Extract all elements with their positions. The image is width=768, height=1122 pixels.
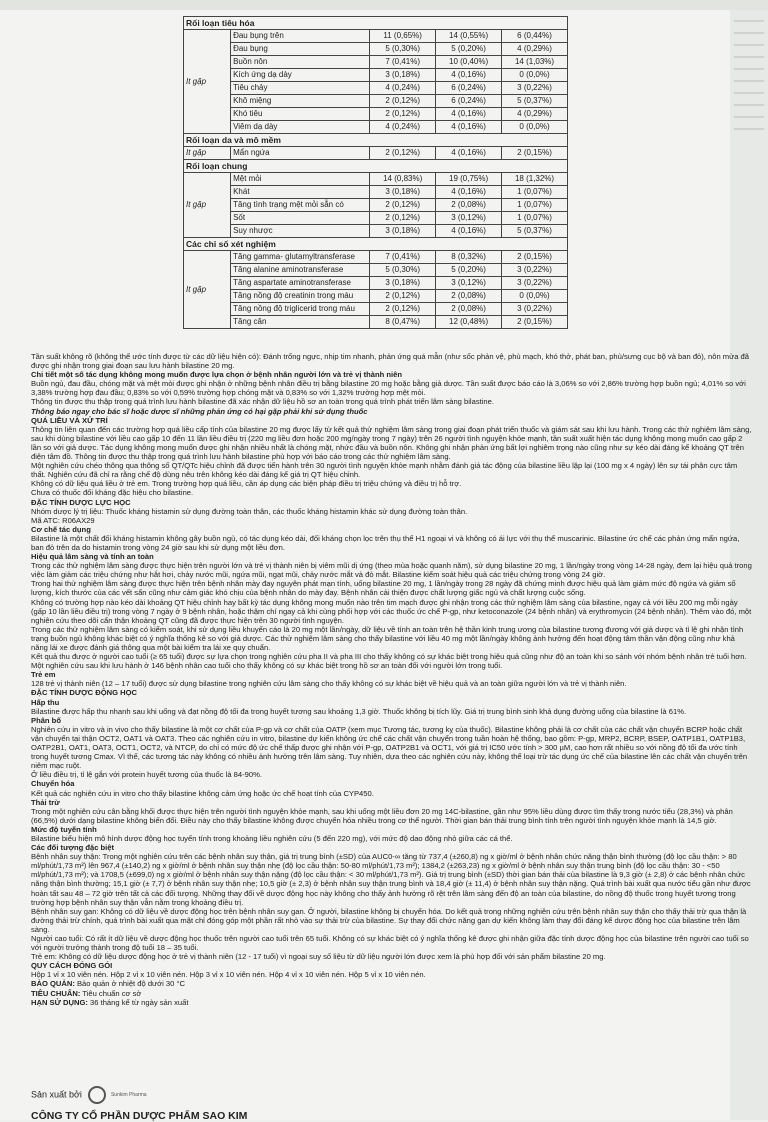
paragraph: Không có dữ liệu quá liều ở trẻ em. Trong trường hợp quá liều, cần áp dụng các biện pháp điều trị triệu chứng và điều trị hỗ trợ.	[31, 479, 462, 489]
paragraph: Không có trường hợp nào kéo dài khoảng QT hiệu chỉnh hay bất kỳ tác dụng không mong muốn nào trên tim mạch được ghi nhận trong các thử nghiệm lâm sàng của bilastine, ngay cả với liều 200 mg mỗi ngày (gấp 10 lần liều điều trị) trong vòng 7 ngày ở 9 bệnh nhân, hoặc thậm chí ngay cả khi cùng phối hợp với các thuốc ức chế P-gp, như ketoconazole (24 bệnh nhân) và erythromycin (24 bệnh nhân). Thêm vào đó, một nghiên cứu theo dõi cẩn thận khoảng QT cũng đã được thực hiện trên 30 người tình nguyện.	[31, 597, 752, 625]
paragraph: 128 trẻ vị thành niên (12 – 17 tuổi) được sử dụng bilastine trong nghiên cứu lâm sàng cho thấy không có sự khác biệt về hiệu quả và an toàn giữa người lớn và trẻ vị thành niên.	[31, 679, 627, 689]
made-by-label: Sản xuất bởi	[31, 1089, 82, 1100]
value-b: 5 (0,20%)	[436, 43, 502, 56]
standard-value: Tiêu chuẩn cơ sở	[80, 988, 142, 998]
value-b: 19 (0,75%)	[436, 173, 502, 186]
paragraph: Hộp 1 vỉ x 10 viên nén. Hộp 2 vỉ x 10 viên nén. Hộp 3 vỉ x 10 viên nén. Hộp 4 vỉ x 10 viên nén. Hộp 5 vỉ x 10 viên nén.	[31, 970, 426, 980]
value-c: 18 (1,32%)	[502, 173, 568, 186]
value-b: 3 (0,12%)	[436, 212, 502, 225]
paragraph: Ở liều điều trị, tỉ lệ gắn với protein huyết tương của thuốc là 84-90%.	[31, 770, 262, 780]
paragraph: Bệnh nhân suy thận: Trong một nghiên cứu trên các bệnh nhân suy thận, giá trị trung bình (±SD) của AUC0-∞ tăng từ 737,4 (±260,8) ng x giờ/ml ở bệnh nhân chức năng thận bình thường (độ lọc cầu thận: > 80 ml/phút/1,73 m²) lên 967,4 (±140,2) ng x giờ/ml ở bệnh nhân suy thận nhẹ (độ lọc cầu thận: 50-80 ml/phút/1,73 m²); 1384,2 (±263,23) ng x giờ/ml ở bệnh nhân suy thận trung bình (độ lọc cầu thận: 30 - <50 ml/phút/1,73 m²); và 1708,5 (±699,0) ng x giờ/ml ở bệnh nhân suy thận nặng (độ lọc cầu thận: < 30 ml/phút/1,73 m²). Giá trị trung bình (±SD) thời gian bán thải của bilastine là 9,3 giờ (± 2,8) ở các bệnh nhân chức năng thận bình thường; 15,1 giờ (± 7,7) ở bệnh nhân suy thận nhẹ; 10,5 giờ (± 2,3) ở bệnh nhân suy thận trung bình và 18,4 giờ (± 11,4) ở bệnh nhân suy thận nặng. Quá trình bài xuất qua nước tiểu gần như được hoàn tất sau 48 – 72 giờ trên tất cả các đối tượng. Những thay đổi về dược động học này không cho thấy ảnh hưởng rõ rệt trên lâm sàng đến độ an toàn của bilastine, do nồng độ thuốc trong huyết tương trong trường hợp bệnh nhân suy thận vẫn nằm trong khoảng điều trị.	[31, 852, 751, 907]
paragraph: Thông tin liên quan đến các trường hợp quá liều cấp tính của bilastine 20 mg được lấy từ kết quả thử nghiệm lâm sàng trong giai đoạn phát triển thuốc và giám sát sau khi lưu hành. Trong các thử nghiệm lâm sàng, sau khi dùng bilastine với liều cao gấp 10 đến 11 lần liều điều trị (220 mg liều đơn hoặc 200 mg/ngày trong 7 ngày) trên 26 người tình nguyện khỏe mạnh, tần suất xuất hiện tác dụng không mong muốn cao gấp 2 lần so với giả dược. Tác dụng không mong muốn được ghi nhận nhiều nhất là chóng mặt, nhức đầu và buồn nôn. Không ghi nhận phản ứng bất lợi nghiêm trọng nào cũng như sự kéo dài đáng kể khoảng QT trên điện tâm đồ. Thông tin được thu thập trong quá trình lưu hành bilastine phù hợp với báo cáo trong các thử nghiệm lâm sàng.	[31, 424, 752, 462]
manufacturer-footer	[31, 1086, 431, 1122]
event-name: Khó tiêu	[231, 108, 370, 121]
event-name: Tăng nồng độ triglicerid trong máu	[231, 303, 370, 316]
value-c: 4 (0,29%)	[502, 43, 568, 56]
paragraph: Trẻ em: Không có dữ liệu dược động học ở trẻ vị thành niên (12 - 17 tuổi) vì ngoại suy số liệu từ dữ liệu người lớn được xem là phù hợp đối với sản phẩm bilastine 20 mg.	[31, 952, 606, 962]
paragraph: Bệnh nhân suy gan: Không có dữ liệu về dược động học trên bệnh nhân suy gan. Ở người, bilastine không bị chuyển hóa. Do kết quả trong những nghiên cứu trên bệnh nhân suy thận cho thấy thải trừ qua thận là đường thải trừ chính, quá trình bài xuất qua mật chỉ đóng góp một phần rất nhỏ vào sự thải trừ của bilastine. Sự thay đổi chức năng gan dự kiến không làm thay đổi đáng kể dược động học của bilastine trên lâm sàng.	[31, 906, 747, 934]
top-strip	[0, 0, 768, 10]
standard-label: TIÊU CHUẨN:	[31, 988, 81, 998]
value-a: 7 (0,41%)	[370, 56, 436, 69]
value-b: 4 (0,16%)	[436, 69, 502, 82]
subsection-heading: Chuyển hóa	[31, 779, 75, 789]
value-b: 10 (0,40%)	[436, 56, 502, 69]
expiry-line	[31, 998, 753, 1007]
paragraph: Trong các thử nghiệm lâm sàng được thực hiện trên người lớn và trẻ vị thành niên bị viêm mũi dị ứng (theo mùa hoặc quanh năm), sử dụng bilastine 20 mg, 1 lần/ngày trong vòng 14-28 ngày, đem lại hiệu quả trong việc làm giảm các triệu chứng như hắt hơi, chảy nước mũi, ngứa mũi, ngạt mũi, chảy nước mắt và đỏ mắt. Bilastine kiểm soát hiệu quả các triệu chứng trong vòng 24 giờ.	[31, 561, 752, 580]
value-c: 4 (0,29%)	[502, 108, 568, 121]
section-heading: Chi tiết một số tác dụng không mong muốn được lựa chọn ở bệnh nhân người lớn và trẻ vị thành niên	[31, 370, 402, 380]
paragraph: Kết quả thu được ở người cao tuổi (≥ 65 tuổi) được sự lựa chọn trong nghiên cứu pha II và pha III cho thấy không có sự khác biệt trong hiệu quả cũng như độ an toàn khi so sánh với nhóm bệnh nhân trẻ tuổi hơn. Một nghiên cứu sau khi lưu hành ở 146 bệnh nhân cao tuổi cho thấy không có sự khác biệt trong hồ sơ an toàn đối với người lớn trong tuổi.	[31, 652, 747, 671]
event-name: Suy nhược	[231, 225, 370, 238]
value-b: 3 (0,12%)	[436, 277, 502, 290]
value-b: 4 (0,16%)	[436, 121, 502, 134]
event-name: Tăng aspartate aminotransferase	[231, 277, 370, 290]
value-c: 14 (1,03%)	[502, 56, 568, 69]
value-a: 4 (0,24%)	[370, 121, 436, 134]
value-a: 2 (0,12%)	[370, 212, 436, 225]
paragraph: Người cao tuổi: Có rất ít dữ liệu về dược động học thuốc trên người cao tuổi trên 65 tuổi. Không có sự khác biệt có ý nghĩa thống kê được ghi nhận giữa đặc tính dược động học của bilastine trên người cao tuổi so với người trưởng thành trong độ tuổi 18 – 35 tuổi.	[31, 934, 749, 953]
subsection-heading: Thải trừ	[31, 797, 60, 807]
paragraph: Chưa có thuốc đối kháng đặc hiệu cho bilastine.	[31, 488, 194, 498]
expiry-value: 36 tháng kể từ ngày sản xuất	[87, 997, 189, 1007]
company-name: CÔNG TY CỔ PHẦN DƯỢC PHẨM SAO KIM	[31, 1110, 248, 1122]
value-c: 6 (0,44%)	[502, 30, 568, 43]
value-b: 2 (0,08%)	[436, 290, 502, 303]
event-name: Viêm dạ dày	[231, 121, 370, 134]
value-a: 4 (0,24%)	[370, 82, 436, 95]
value-b: 8 (0,32%)	[436, 251, 502, 264]
made-by-line	[31, 1086, 431, 1104]
section-heading: QUÁ LIỀU VÀ XỬ TRÍ	[31, 415, 108, 425]
value-b: 2 (0,08%)	[436, 303, 502, 316]
storage-line	[31, 979, 753, 988]
storage-label: BẢO QUẢN:	[31, 979, 75, 989]
section-heading: ĐẶC TÍNH DƯỢC ĐỘNG HỌC	[31, 688, 138, 698]
section-heading: QUY CÁCH ĐÓNG GÓI	[31, 961, 113, 971]
section-title: Rối loạn da và mô mềm	[184, 134, 568, 147]
value-a: 5 (0,30%)	[370, 43, 436, 56]
event-name: Mẩn ngứa	[231, 147, 370, 160]
event-name: Khát	[231, 186, 370, 199]
event-name: Tăng gamma- glutamyltransferase	[231, 251, 370, 264]
value-b: 4 (0,16%)	[436, 147, 502, 160]
frequency-cell: It gặp	[184, 30, 231, 134]
event-name: Khô miệng	[231, 95, 370, 108]
event-name: Tăng alanine aminotransferase	[231, 264, 370, 277]
value-c: 3 (0,22%)	[502, 303, 568, 316]
value-c: 2 (0,15%)	[502, 147, 568, 160]
expiry-label: HẠN SỬ DỤNG:	[31, 997, 88, 1007]
paragraph: Một nghiên cứu chéo thông qua thông số QT/QTc hiệu chỉnh đã được tiến hành trên 30 người tình nguyện khỏe mạnh nhằm đánh giá tác động của bilastine liều lặp lại (100 mg x 4 ngày) lên sự tái phân cực tâm thất. Nghiên cứu đã chỉ ra rằng chế độ dùng nêu trên không kéo dài đáng kể giá trị QT hiệu chỉnh.	[31, 461, 738, 480]
value-b: 12 (0,48%)	[436, 316, 502, 329]
frequency-cell: It gặp	[184, 147, 231, 160]
event-name: Kích ứng dạ dày	[231, 69, 370, 82]
event-name: Tăng nồng độ creatinin trong máu	[231, 290, 370, 303]
value-a: 5 (0,30%)	[370, 264, 436, 277]
event-name: Đau bụng	[231, 43, 370, 56]
value-a: 2 (0,12%)	[370, 199, 436, 212]
subsection-heading: Hiệu quả lâm sàng và tính an toàn	[31, 552, 154, 562]
paragraph: Bilastine biểu hiện mô hình dược động học tuyến tính trong khoảng liều nghiên cứu (5 đến 220 mg), với mức độ dao động nhỏ giữa các cá thể.	[31, 833, 513, 843]
subsection-heading: Trẻ em	[31, 670, 56, 680]
value-a: 11 (0,65%)	[370, 30, 436, 43]
value-b: 14 (0,55%)	[436, 30, 502, 43]
paragraph: Bilastine được hấp thu nhanh sau khi uống và đạt nồng độ tối đa trong huyết tương sau khoảng 1,3 giờ. Thuốc không bị tích lũy. Giá trị trung bình sinh khả dụng đường uống của bilastine là 61%.	[31, 706, 687, 716]
value-c: 2 (0,15%)	[502, 316, 568, 329]
value-b: 4 (0,16%)	[436, 225, 502, 238]
value-b: 5 (0,20%)	[436, 264, 502, 277]
value-c: 5 (0,37%)	[502, 95, 568, 108]
notice-text: Thông báo ngay cho bác sĩ hoặc dược sĩ những phản ứng có hại gặp phải khi sử dụng thuốc	[31, 406, 368, 416]
event-name: Sốt	[231, 212, 370, 225]
subsection-heading: Hấp thu	[31, 697, 60, 707]
paragraph: Nhóm dược lý trị liệu: Thuốc kháng histamin sử dụng đường toàn thân, các thuốc kháng histamin khác sử dụng đường toàn thân.	[31, 506, 468, 516]
value-c: 3 (0,22%)	[502, 82, 568, 95]
value-a: 2 (0,12%)	[370, 303, 436, 316]
paragraph: Bilastine là một chất đối kháng histamin không gây buồn ngủ, có tác dụng kéo dài, đối kháng chọn lọc trên thụ thể H1 ngoại vi và không có ái lực với thụ thể muscarinic. Bilastine ức chế các phản ứng mẩn ngứa, ban đỏ trên da do histamin trong vòng 24 giờ sau khi sử dụng một liều đơn.	[31, 533, 740, 552]
value-c: 0 (0,0%)	[502, 69, 568, 82]
paragraph: Trong một nghiên cứu cân bằng khối được thực hiện trên người tình nguyện khỏe mạnh, sau khi uống một liều đơn 20 mg 14C-bilastine, gần như 95% liều dùng được tìm thấy trong nước tiểu (28,3%) và phân (66,5%) dưới dạng bilastine không biến đổi. Điều này cho thấy bilastine không được chuyển hóa nhiều trong cơ thể người. Thời gian bán thải trung bình tính trên người tình nguyện khỏe mạnh là 14,5 giờ.	[31, 806, 733, 825]
value-b: 2 (0,08%)	[436, 199, 502, 212]
value-a: 2 (0,12%)	[370, 108, 436, 121]
leaflet-body-text	[31, 352, 753, 1007]
value-a: 3 (0,18%)	[370, 69, 436, 82]
value-b: 6 (0,24%)	[436, 95, 502, 108]
subsection-heading: Phân bố	[31, 715, 61, 725]
paragraph: Trong hai thử nghiệm lâm sàng được thực hiện trên bệnh nhân mày đay nguyên phát mạn tính, uống bilastine 20 mg, 1 lần/ngày trong 28 ngày đã chứng minh được hiệu quả làm giảm mức độ ngứa và giảm số lượng, kích thước của các vết sẩn cũng như cảm giác khó chịu của bệnh nhân do mày đay. Bệnh nhân cải thiện được chất lượng giấc ngủ và chất lượng cuộc sống.	[31, 579, 736, 598]
paragraph: Mã ATC: R06AX29	[31, 515, 95, 525]
subsection-heading: Các đối tượng đặc biệt	[31, 843, 115, 853]
adverse-events-table	[183, 16, 568, 329]
subsection-heading: Cơ chế tác dụng	[31, 524, 91, 534]
value-a: 7 (0,41%)	[370, 251, 436, 264]
logo-text: Sunkim Pharma	[110, 1092, 147, 1098]
paragraph: Nghiên cứu in vitro và in vivo cho thấy bilastine là một cơ chất của P-gp và cơ chất của OATP (xem mục Tương tác, tương kỵ của thuốc). Bilastine không phải là cơ chất của các chất vận chuyển BCRP hoặc chất vận chuyển tại thận OCT2, OAT1 và OAT3. Theo các nghiên cứu in vitro, bilastine dự kiến không ức chế các chất vận chuyển trong tuần hoàn hệ thống, bao gồm: P-gp, MRP2, BCRP, BSEP, OATP1B1, OATP1B3, OATP2B1, OAT1, OAT3, OCT1, OCT2, và NTCP, do chỉ có mức độ ức chế thấp được ghi nhận với P-gp, OATP2B1 và OCT1, với giá trị IC50 ước tính > 300 µM, cao hơn rất nhiều so với nồng độ tối đa ước tính trong huyết tương Cmax. Vì thế, các tương tác này không có nhiều ảnh hưởng trên lâm sàng. Tuy nhiên, dựa theo các nghiên cứu này, không thể loại trừ tác dụng ức chế của bilastine lên các chất vận chuyển trên niêm mạc ruột.	[31, 724, 748, 771]
value-a: 3 (0,18%)	[370, 277, 436, 290]
value-a: 2 (0,12%)	[370, 95, 436, 108]
paragraph: Buồn ngủ, đau đầu, chóng mặt và mệt mỏi được ghi nhận ở những bệnh nhân điều trị bằng bilastine 20 mg hoặc bằng giả dược. Tần suất được báo cáo là 3,06% so với 2,86% trường hợp buồn ngủ; 4,01% so với 3,38% trường hợp đau đầu; 0,83% so với 0,59% trường hợp chóng mặt và 0,83% so với 1,32% trường hợp mệt mỏi.	[31, 379, 746, 398]
section-heading: ĐẶC TÍNH DƯỢC LỰC HỌC	[31, 497, 131, 507]
company-logo-icon	[88, 1086, 106, 1104]
paragraph: Thông tin được thu thập trong quá trình lưu hành bilastine đã xác nhận dữ liệu hồ sơ an toàn trong quá trình phát triển lâm sàng bilastine.	[31, 397, 494, 407]
value-c: 1 (0,07%)	[502, 212, 568, 225]
value-c: 2 (0,15%)	[502, 251, 568, 264]
value-c: 0 (0,0%)	[502, 290, 568, 303]
value-c: 1 (0,07%)	[502, 186, 568, 199]
value-b: 4 (0,16%)	[436, 186, 502, 199]
subsection-heading: Mức độ tuyến tính	[31, 824, 97, 834]
event-name: Tăng cân	[231, 316, 370, 329]
value-b: 4 (0,16%)	[436, 108, 502, 121]
event-name: Buồn nôn	[231, 56, 370, 69]
event-name: Mệt mỏi	[231, 173, 370, 186]
value-c: 3 (0,22%)	[502, 277, 568, 290]
paragraph: Trong các thử nghiệm lâm sàng có kiểm soát, khi sử dụng liều khuyến cáo là 20 mg một lần/ngày, dữ liệu về tính an toàn trên hệ thần kinh trung ương của bilastine tương đương với giả dược và tỉ lệ ghi nhận tình trạng buồn ngủ không khác biệt có ý nghĩa thống kê so với giả dược. Các thử nghiệm lâm sàng cho thấy bilastine với liều 40 mg một lần/ngày không ảnh hưởng đến hoạt động tâm thần vận động cũng như khả năng lái xe được đánh giá thông qua một bài kiểm tra lái xe quy chuẩn.	[31, 624, 744, 652]
frequency-cell: It gặp	[184, 251, 231, 329]
section-title: Các chỉ số xét nghiệm	[184, 238, 568, 251]
section-title: Rối loạn tiêu hóa	[184, 17, 568, 30]
event-name: Tiêu chảy	[231, 82, 370, 95]
standard-line	[31, 989, 753, 998]
value-a: 14 (0,83%)	[370, 173, 436, 186]
paragraph: Tần suất không rõ (không thể ước tính được từ các dữ liệu hiện có): Đánh trống ngực, nhịp tim nhanh, phản ứng quá mẫn (như sốc phản vệ, phù mạch, khó thở, phát ban, phù/sưng cục bộ và ban đỏ), nôn mửa đã được ghi nhận trong giai đoạn sau lưu hành bilastine 20 mg.	[31, 352, 749, 371]
value-a: 2 (0,12%)	[370, 290, 436, 303]
value-a: 3 (0,18%)	[370, 225, 436, 238]
value-c: 1 (0,07%)	[502, 199, 568, 212]
value-a: 2 (0,12%)	[370, 147, 436, 160]
value-a: 3 (0,18%)	[370, 186, 436, 199]
event-name: Đau bụng trên	[231, 30, 370, 43]
section-title: Rối loạn chung	[184, 160, 568, 173]
value-b: 6 (0,24%)	[436, 82, 502, 95]
paragraph: Kết quả các nghiên cứu in vitro cho thấy bilastine không cảm ứng hoặc ức chế hoạt tính của CYP450.	[31, 788, 374, 798]
event-name: Tăng tình trạng mệt mỏi sẵn có	[231, 199, 370, 212]
storage-value: Bảo quản ở nhiệt độ dưới 30 °C	[74, 979, 185, 989]
value-c: 5 (0,37%)	[502, 225, 568, 238]
value-a: 8 (0,47%)	[370, 316, 436, 329]
value-c: 3 (0,22%)	[502, 264, 568, 277]
frequency-cell: It gặp	[184, 173, 231, 238]
value-c: 0 (0,0%)	[502, 121, 568, 134]
